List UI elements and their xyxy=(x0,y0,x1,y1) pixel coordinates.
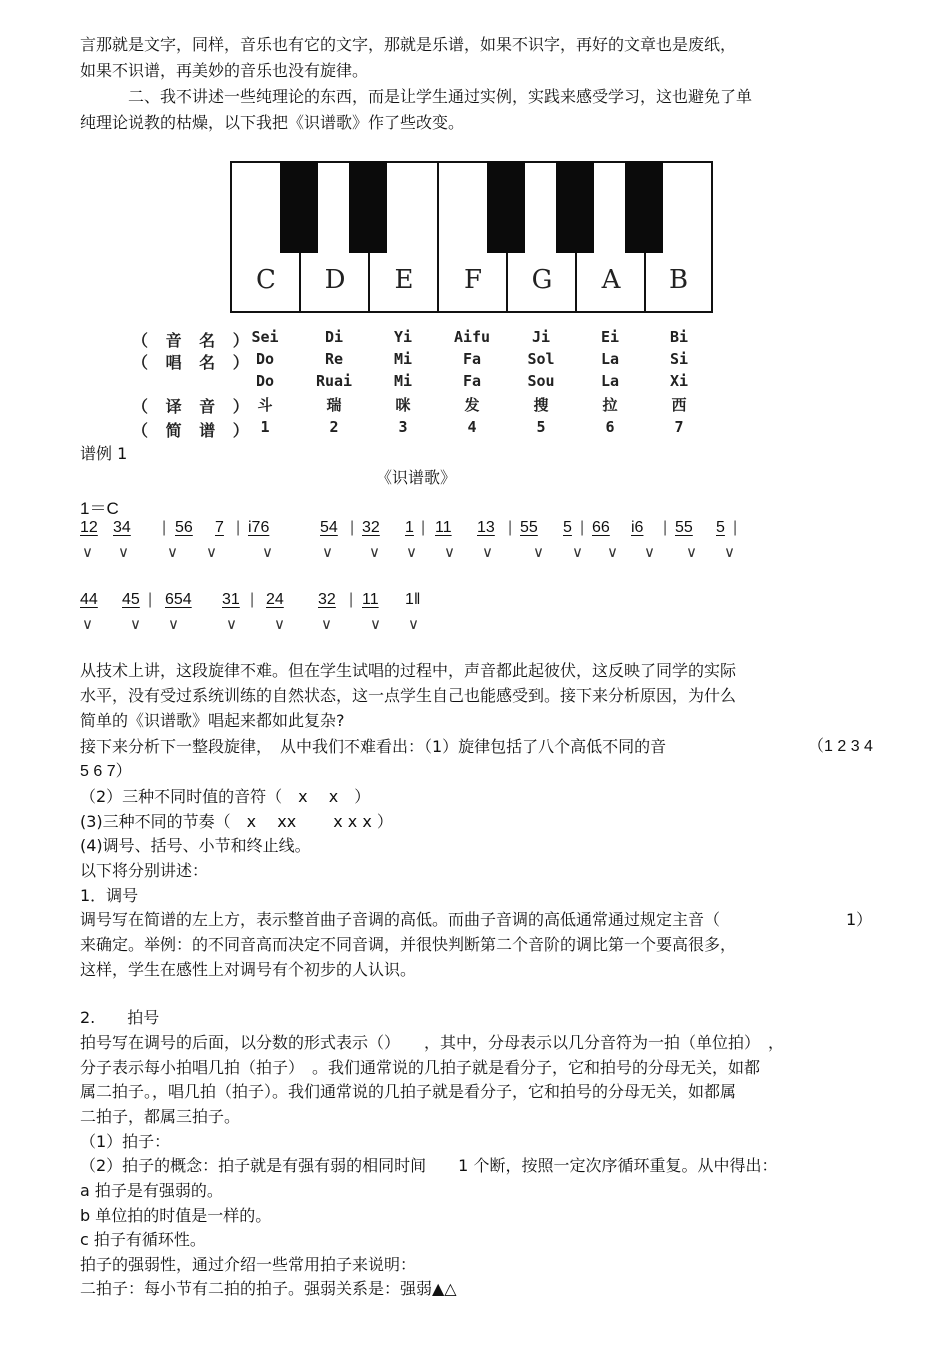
bar-line: | xyxy=(663,519,668,536)
black-key xyxy=(556,161,594,253)
note-group: 45 xyxy=(122,591,140,608)
bar-line: | xyxy=(733,519,738,536)
list-item: b 单位拍的时值是一样的。 xyxy=(80,1206,272,1225)
solfege-cell: 4 xyxy=(467,418,477,436)
note-group: i76 xyxy=(248,519,270,536)
note-group: 34 xyxy=(113,519,131,536)
para-line: （2）三种不同时值的音符（ x x ） xyxy=(80,787,371,806)
breath-mark: ∨ xyxy=(130,615,141,633)
black-key xyxy=(487,161,525,253)
bar-line: | xyxy=(162,519,167,536)
white-key-label: F xyxy=(463,265,483,295)
white-key-label: C xyxy=(256,265,276,295)
solfege-cell: 7 xyxy=(674,418,684,436)
solfege-cell: 发 xyxy=(464,396,480,414)
solfege-cell: Si xyxy=(669,350,689,368)
white-key-label: G xyxy=(531,265,553,295)
note-group: 44 xyxy=(80,591,98,608)
bar-line: | xyxy=(421,519,426,536)
solfege-cell: 5 xyxy=(536,418,546,436)
solfege-cell: Mi xyxy=(393,372,413,390)
solfege-cell: 咪 xyxy=(395,396,411,414)
note-group: 55 xyxy=(675,519,693,536)
solfege-cell: La xyxy=(600,350,620,368)
bar-line: | xyxy=(236,519,241,536)
example-label: 谱例 1 xyxy=(80,444,128,463)
note-group: 32 xyxy=(318,591,336,608)
note-group: 11 xyxy=(435,519,452,536)
intro-line-2: 如果不识谱，再美妙的音乐也没有旋律。 xyxy=(80,61,369,80)
solfege-cell: Di xyxy=(324,328,344,346)
solfege-cell: Sei xyxy=(251,328,279,346)
para-line: 调号写在简谱的左上方，表示整首曲子音调的高低。而曲子音调的高低通常通过规定主音（ xyxy=(80,910,721,929)
note-group: 13 xyxy=(477,519,495,536)
bar-line: | xyxy=(349,591,354,608)
breath-mark: ∨ xyxy=(724,543,735,561)
solfege-cell: 3 xyxy=(398,418,408,436)
solfege-cell: 1 xyxy=(260,418,270,436)
solfege-cell: 6 xyxy=(605,418,615,436)
solfege-cell: Fa xyxy=(462,350,482,368)
breath-mark: ∨ xyxy=(406,543,417,561)
breath-mark: ∨ xyxy=(644,543,655,561)
bar-line: | xyxy=(350,519,355,536)
solfege-cell: Sou xyxy=(527,372,555,390)
breath-mark: ∨ xyxy=(408,615,419,633)
white-key-label: D xyxy=(324,265,346,295)
solfege-cell: Bi xyxy=(669,328,689,346)
solfege-cell: Fa xyxy=(462,372,482,390)
para-line: 属二拍子。，唱几拍（拍子）。我们通常说的几拍子就是看分子，它和拍号的分母无关，如都属 xyxy=(80,1082,737,1101)
breath-mark: ∨ xyxy=(321,615,332,633)
intro-line-4: 纯理论说教的枯燥，以下我把《识谱歌》作了些改变。 xyxy=(80,113,465,132)
breath-mark: ∨ xyxy=(82,543,93,561)
breath-mark: ∨ xyxy=(370,615,381,633)
note-group: 5 xyxy=(716,519,725,536)
solfege-cell: Xi xyxy=(669,372,689,390)
solfege-cell: Re xyxy=(324,350,344,368)
para-line-end: 1） xyxy=(846,910,873,929)
breath-mark: ∨ xyxy=(118,543,129,561)
bar-line: | xyxy=(250,591,255,608)
breath-mark: ∨ xyxy=(533,543,544,561)
para-line: 拍子的强弱性，通过介绍一些常用拍子来说明： xyxy=(80,1255,417,1274)
breath-mark: ∨ xyxy=(206,543,217,561)
solfege-cell: Do xyxy=(255,350,275,368)
note-group: 654 xyxy=(165,591,192,608)
note-group: 54 xyxy=(320,519,338,536)
solfege-cell: 拉 xyxy=(602,396,618,414)
note-group: 5 xyxy=(563,519,572,536)
row-label: （ 音 名 ） xyxy=(132,331,255,350)
note-group: 7 xyxy=(215,519,224,536)
para-line: 来确定。举例：的不同音高而决定不同音调，并很快判断第二个音阶的调比第一个要高很多， xyxy=(80,935,737,954)
breath-mark: ∨ xyxy=(482,543,493,561)
para-line: 二拍子，都属三拍子。 xyxy=(80,1107,241,1126)
breath-mark: ∨ xyxy=(167,543,178,561)
solfege-cell: Aifu xyxy=(453,328,491,346)
row-label: （ 译 音 ） xyxy=(132,397,255,416)
solfege-cell: Mi xyxy=(393,350,413,368)
solfege-cell: 斗 xyxy=(257,396,273,414)
note-group: 11 xyxy=(362,591,379,608)
note-group: 32 xyxy=(362,519,380,536)
solfege-cell: Do xyxy=(255,372,275,390)
breath-mark: ∨ xyxy=(686,543,697,561)
note-group: 56 xyxy=(175,519,193,536)
section-heading-key: 1．调号 xyxy=(80,886,139,905)
solfege-cell: 瑞 xyxy=(326,396,342,414)
para-line: 拍号写在调号的后面，以分数的形式表示（） ，其中，分母表示以几分音符为一拍（单位拍） ， xyxy=(80,1033,785,1052)
breath-mark: ∨ xyxy=(274,615,285,633)
para-line: （2）拍子的概念：拍子就是有强有弱的相同时间 1 个断，按照一定次序循环重复。从中得出： xyxy=(80,1156,778,1175)
solfege-cell: La xyxy=(600,372,620,390)
breath-mark: ∨ xyxy=(262,543,273,561)
list-item: c 拍子有循环性。 xyxy=(80,1230,206,1249)
breath-mark: ∨ xyxy=(572,543,583,561)
para-line: 从技术上讲，这段旋律不难。但在学生试唱的过程中，声音都此起彼伏，这反映了同学的实际 xyxy=(80,661,737,680)
white-key-label: B xyxy=(668,265,689,295)
note-group: 24 xyxy=(266,591,284,608)
row-label: （ 唱 名 ） xyxy=(132,353,255,372)
intro-line-3: 二、我不讲述一些纯理论的东西，而是让学生通过实例，实践来感受学习，这也避免了单 xyxy=(128,87,753,106)
breath-mark: ∨ xyxy=(444,543,455,561)
white-key-label: E xyxy=(394,265,414,295)
white-key-label: A xyxy=(601,265,621,295)
para-line: (3)三种不同的节奏（ x xx x x x ） xyxy=(80,812,393,831)
solfege-cell: Ruai xyxy=(315,372,353,390)
row-label: （ 简 谱 ） xyxy=(132,421,255,440)
list-item: a 拍子是有强弱的。 xyxy=(80,1181,223,1200)
para-line: 简单的《识谱歌》唱起来都如此复杂? xyxy=(80,711,345,730)
breath-mark: ∨ xyxy=(226,615,237,633)
black-key xyxy=(280,161,318,253)
note-group: i6 xyxy=(631,519,644,536)
para-line: 这样，学生在感性上对调号有个初步的人认识。 xyxy=(80,960,417,979)
key-signature: 1＝C xyxy=(80,499,119,518)
note-group: 55 xyxy=(520,519,538,536)
bar-line: | xyxy=(508,519,513,536)
solfege-cell: Ji xyxy=(531,328,551,346)
para-line-end: （1 2 3 4 xyxy=(808,738,873,755)
intro-line-1: 言那就是文字，同样，音乐也有它的文字，那就是乐谱，如果不识字，再好的文章也是废纸， xyxy=(80,35,737,54)
solfege-cell: Ei xyxy=(600,328,620,346)
song-title: 《识谱歌》 xyxy=(376,468,457,487)
para-line: 5 6 7） xyxy=(80,763,132,780)
section-heading-time: 2. 拍号 xyxy=(80,1008,160,1027)
breath-mark: ∨ xyxy=(168,615,179,633)
breath-mark: ∨ xyxy=(369,543,380,561)
note-group: 31 xyxy=(222,591,240,608)
breath-mark: ∨ xyxy=(82,615,93,633)
breath-mark: ∨ xyxy=(322,543,333,561)
solfege-cell: Yi xyxy=(393,328,413,346)
note-group: 1 xyxy=(405,519,414,536)
para-line: (4)调号、括号、小节和终止线。 xyxy=(80,836,311,855)
solfege-cell: 西 xyxy=(671,396,687,414)
black-key xyxy=(625,161,663,253)
para-line: 分子表示每小拍唱几拍（拍子） 。我们通常说的几拍子就是看分子，它和拍号的分母无关，如都 xyxy=(80,1058,761,1077)
bar-line: | xyxy=(580,519,585,536)
piano-solfege-figure xyxy=(122,156,726,440)
note-group: 66 xyxy=(592,519,610,536)
para-line: （1）拍子： xyxy=(80,1132,171,1151)
para-line: 二拍子：每小节有二拍的拍子。强弱关系是：强弱▲△ xyxy=(80,1279,457,1298)
para-line: 接下来分析下一整段旋律， 从中我们不难看出：（1）旋律包括了八个高低不同的音 xyxy=(80,737,667,756)
black-key xyxy=(349,161,387,253)
bar-line: | xyxy=(148,591,153,608)
solfege-cell: 2 xyxy=(329,418,339,436)
solfege-cell: Sol xyxy=(527,350,555,368)
para-line: 以下将分别讲述： xyxy=(80,861,209,880)
solfege-cell: 搜 xyxy=(533,396,549,414)
para-line: 水平，没有受过系统训练的自然状态，这一点学生自己也能感受到。接下来分析原因，为什么 xyxy=(80,686,737,705)
breath-mark: ∨ xyxy=(607,543,618,561)
note-group: 12 xyxy=(80,519,98,536)
note-group: 1‖ xyxy=(405,591,421,608)
